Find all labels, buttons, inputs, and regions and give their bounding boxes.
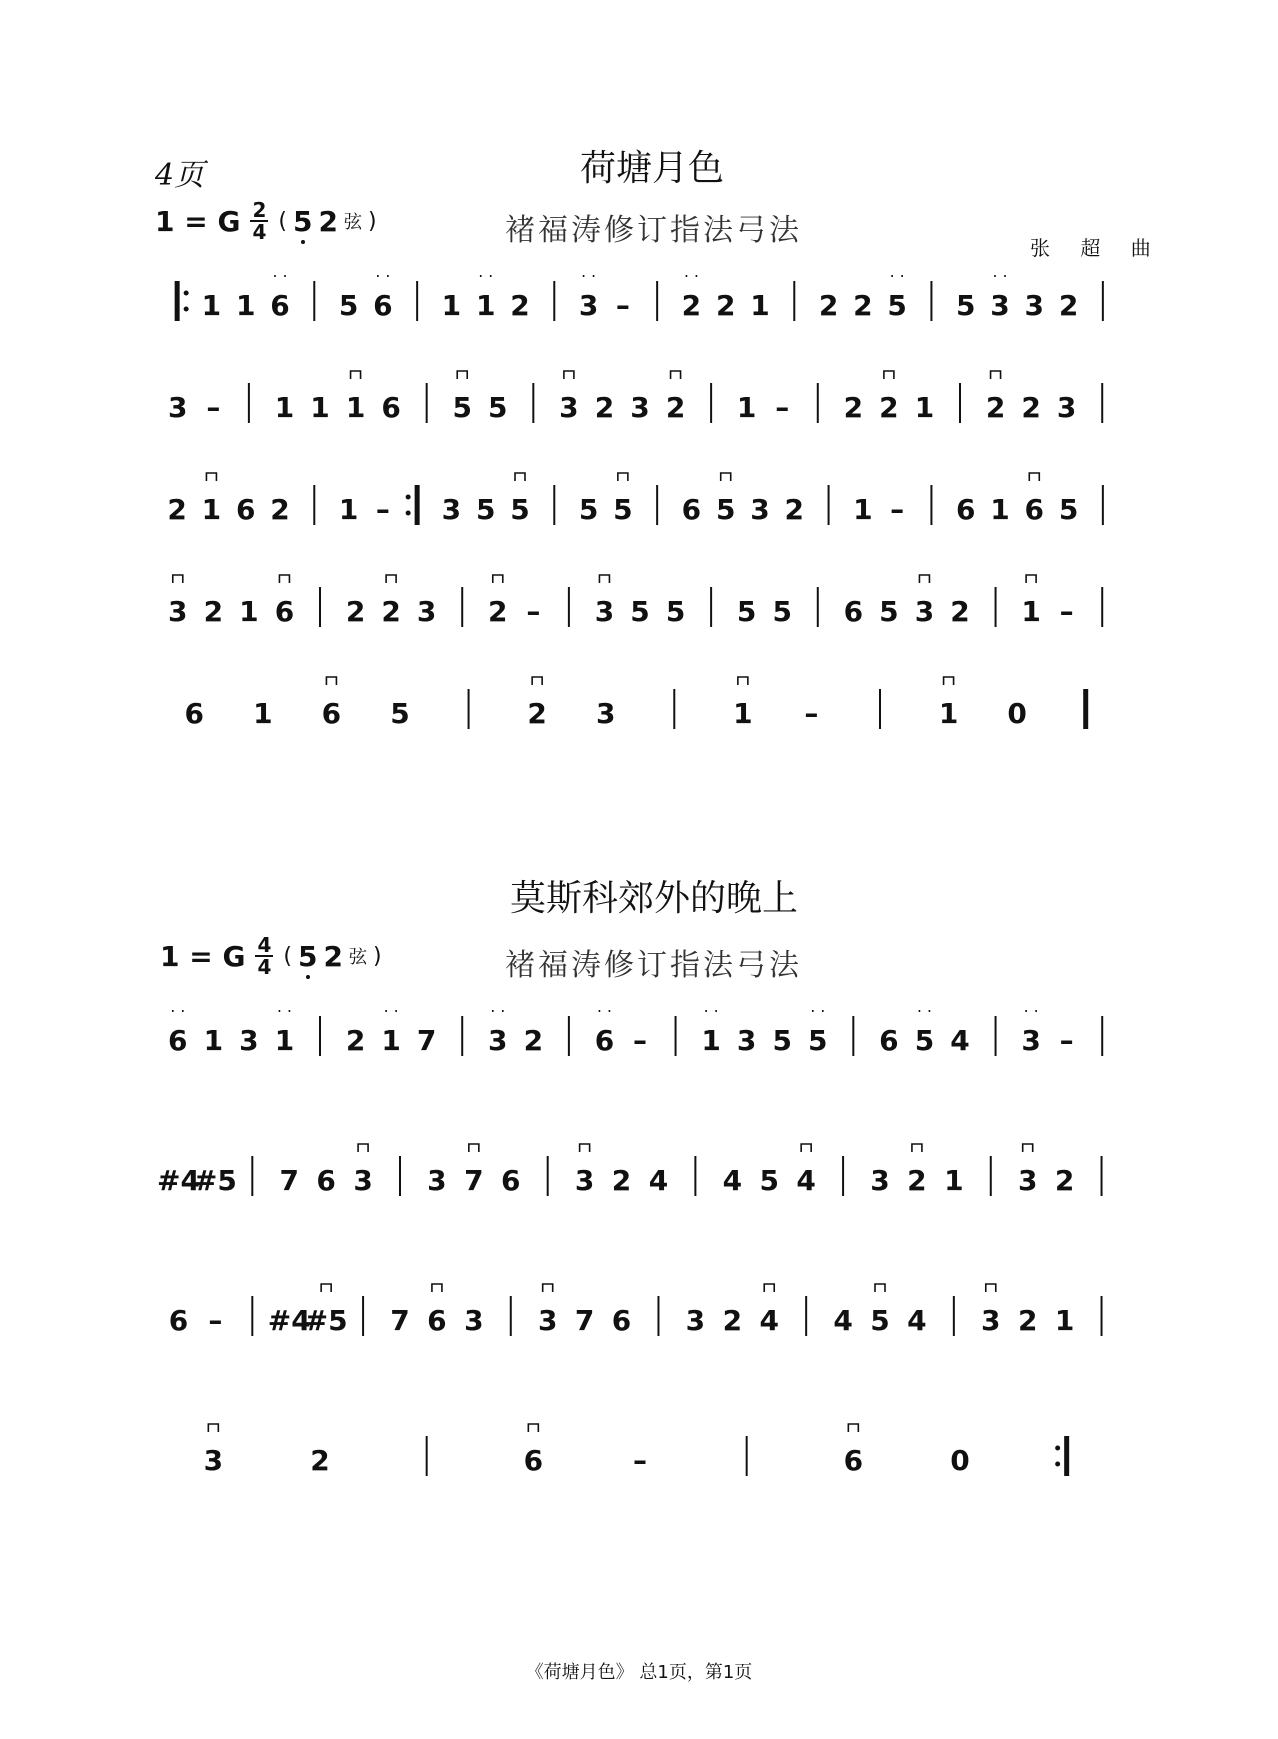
note: 3 — [736, 1024, 757, 1057]
bowing-mark — [706, 1010, 716, 1012]
repeat-dot — [406, 511, 411, 516]
note: #5 — [304, 1304, 348, 1337]
bowing-mark — [493, 575, 503, 583]
repeat-dot — [184, 307, 189, 312]
bowing-mark — [686, 275, 696, 277]
bowing-mark — [351, 371, 361, 379]
bowing-mark — [528, 1424, 538, 1432]
song1-key: 1 = G — [155, 204, 241, 238]
bowing-mark — [884, 371, 894, 379]
bowing-mark — [321, 1284, 331, 1292]
bowing-mark — [580, 1144, 590, 1152]
song2-time-signature: $\frac{4}{4}$ — [255, 935, 273, 977]
note: 3 — [1056, 391, 1077, 424]
bowing-mark — [378, 275, 388, 277]
note: 1 — [274, 391, 295, 424]
dash-note: – — [1059, 1024, 1074, 1057]
bowing-mark — [206, 473, 216, 481]
note: 6 — [879, 1024, 899, 1057]
bowing-mark — [532, 677, 542, 685]
note: 4 — [722, 1164, 743, 1197]
note: 2 — [985, 391, 1006, 424]
note: 1 — [201, 493, 222, 526]
bowing-mark — [1026, 1010, 1036, 1012]
bowing-mark — [173, 575, 183, 583]
note: 2 — [381, 595, 401, 628]
page-footer: 《荷塘月色》 总1页，第1页 — [525, 1662, 753, 1683]
note: 5 — [715, 493, 736, 526]
note: 6 — [381, 391, 401, 424]
song1-subtitle: 褚福涛修订指法弓法 — [505, 213, 802, 248]
bowing-mark — [991, 371, 1001, 379]
bowing-mark — [493, 1010, 503, 1012]
note: 3 — [981, 1304, 1001, 1337]
bowing-mark — [995, 275, 1005, 277]
note: 5 — [870, 1304, 890, 1337]
dash-note: – — [615, 289, 630, 322]
bowing-mark — [721, 473, 731, 481]
note: 2 — [203, 595, 224, 628]
song1-time-signature: $\frac{2}{4}$ — [250, 200, 268, 242]
note: 1 — [733, 697, 753, 730]
note: 5 — [510, 493, 530, 526]
note: 3 — [427, 1164, 447, 1197]
note: 3 — [870, 1164, 890, 1197]
note: 3 — [1017, 1164, 1038, 1197]
song2-key: 1 = G — [160, 939, 246, 973]
note: 5 — [772, 1024, 792, 1057]
note: 3 — [990, 289, 1010, 322]
note: 3 — [168, 391, 188, 424]
note: #4 — [156, 1164, 200, 1197]
bowing-mark — [564, 371, 574, 379]
note: 3 — [685, 1304, 706, 1337]
note: 6 — [594, 1024, 615, 1057]
bowing-mark — [919, 575, 929, 583]
note: 1 — [201, 289, 222, 322]
bowing-mark — [848, 1424, 858, 1432]
note: 2 — [611, 1164, 632, 1197]
note: 2 — [665, 391, 686, 424]
note: 3 — [914, 595, 935, 628]
note: 2 — [594, 391, 615, 424]
note: 7 — [279, 1164, 299, 1197]
note: 6 — [523, 1444, 544, 1477]
note: 2 — [523, 1024, 544, 1057]
bowing-mark — [457, 371, 467, 379]
bowing-mark — [801, 1144, 811, 1152]
note: 2 — [1054, 1164, 1075, 1197]
note: 6 — [274, 595, 295, 628]
song1-score-svg — [150, 275, 1130, 795]
note: 3 — [203, 1444, 224, 1477]
repeat-dot — [406, 495, 411, 500]
bowing-mark — [618, 473, 628, 481]
note: 5 — [390, 697, 410, 730]
note: 2 — [907, 1164, 927, 1197]
note: 6 — [270, 289, 290, 322]
dash-note: – — [526, 595, 541, 628]
note: 3 — [416, 595, 437, 628]
note: 6 — [235, 493, 256, 526]
bowing-mark — [599, 575, 609, 583]
note: 3 — [441, 493, 462, 526]
song2-score-svg — [150, 1010, 1130, 1570]
note: 6 — [321, 697, 342, 730]
note: 3 — [559, 391, 579, 424]
note: 4 — [950, 1024, 970, 1057]
song1-composer: 张 超 曲 — [1030, 236, 1163, 260]
note: 3 — [464, 1304, 484, 1337]
note: 5 — [452, 391, 472, 424]
note: #5 — [193, 1164, 237, 1197]
note: 1 — [736, 391, 757, 424]
repeat-dot — [1055, 1462, 1060, 1467]
note: 3 — [594, 595, 615, 628]
song2-subtitle: 褚福涛修订指法弓法 — [505, 948, 802, 983]
dash-note: – — [633, 1024, 647, 1057]
note: 2 — [1021, 391, 1041, 424]
bowing-mark — [469, 1144, 479, 1152]
note: 6 — [843, 1444, 864, 1477]
dash-note: – — [804, 697, 819, 730]
page-label: 4页 — [155, 158, 205, 193]
note: 2 — [488, 595, 508, 628]
note: 5 — [914, 1024, 935, 1057]
note: 1 — [253, 697, 273, 730]
note: 1 — [1021, 595, 1041, 628]
note: 1 — [345, 391, 366, 424]
note: 3 — [750, 493, 770, 526]
note: 6 — [681, 493, 702, 526]
bowing-mark — [764, 1284, 774, 1292]
note: 1 — [750, 289, 770, 322]
note: 1 — [274, 1024, 295, 1057]
note: 5 — [613, 493, 633, 526]
bowing-mark — [1029, 473, 1039, 481]
note: 7 — [464, 1164, 484, 1197]
note: 1 — [990, 493, 1010, 526]
bowing-mark — [599, 1010, 609, 1012]
note: 6 — [168, 1024, 188, 1057]
bowing-mark — [326, 677, 336, 685]
note: 3 — [574, 1164, 595, 1197]
note: 1 — [475, 289, 496, 322]
dash-note: – — [206, 391, 221, 424]
note: 2 — [784, 493, 805, 526]
note: 3 — [488, 1024, 508, 1057]
note: 7 — [390, 1304, 410, 1337]
note: 6 — [316, 1164, 336, 1197]
note: 5 — [879, 595, 899, 628]
note: 6 — [184, 697, 205, 730]
note: 5 — [736, 595, 757, 628]
note: #4 — [267, 1304, 311, 1337]
note: 2 — [722, 1304, 743, 1337]
note: 5 — [759, 1164, 779, 1197]
bowing-mark — [584, 275, 594, 277]
bowing-mark — [386, 1010, 396, 1012]
note: 1 — [381, 1024, 401, 1057]
note: 2 — [270, 493, 290, 526]
song1-title: 荷塘月色 — [580, 148, 725, 189]
bowing-mark — [275, 275, 285, 277]
note: 1 — [441, 289, 462, 322]
note: 3 — [595, 697, 616, 730]
note: 3 — [1021, 1024, 1041, 1057]
note: 2 — [527, 697, 547, 730]
bowing-mark — [173, 1010, 183, 1012]
note: 2 — [818, 289, 839, 322]
note: 5 — [488, 391, 508, 424]
bowing-mark — [986, 1284, 996, 1292]
note: 3 — [239, 1024, 259, 1057]
song2-key-signature: 1 = G $\frac{4}{4}$ ( 5 2 弦 ) — [160, 933, 382, 979]
note: 5 — [887, 289, 907, 322]
note: 3 — [537, 1304, 558, 1337]
bowing-mark — [515, 473, 525, 481]
note: 5 — [475, 493, 496, 526]
note: 5 — [630, 595, 650, 628]
bowing-mark — [671, 371, 681, 379]
note: 4 — [648, 1164, 669, 1197]
note: 6 — [168, 1304, 189, 1337]
dash-note: – — [890, 493, 905, 526]
bowing-mark — [481, 275, 491, 277]
note: 3 — [168, 595, 188, 628]
bowing-mark — [279, 1010, 289, 1012]
bowing-mark — [813, 1010, 823, 1012]
bowing-mark — [543, 1284, 553, 1292]
note: 1 — [1054, 1304, 1075, 1337]
dash-note: – — [1059, 595, 1074, 628]
dash-note: – — [633, 1444, 647, 1477]
note: 6 — [1024, 493, 1045, 526]
note: 3 — [578, 289, 599, 322]
bowing-mark — [1026, 575, 1036, 583]
note: 2 — [510, 289, 530, 322]
song1-score — [150, 275, 1130, 795]
bowing-mark — [432, 1284, 442, 1292]
note: 6 — [501, 1164, 521, 1197]
note: 4 — [907, 1304, 927, 1337]
note: 4 — [796, 1164, 816, 1197]
bowing-mark — [358, 1144, 368, 1152]
note: 2 — [681, 289, 702, 322]
note: 7 — [574, 1304, 595, 1337]
note: 5 — [338, 289, 359, 322]
bowing-mark — [208, 1424, 218, 1432]
note: 0 — [950, 1444, 970, 1477]
note: 7 — [416, 1024, 437, 1057]
note: 1 — [203, 1024, 224, 1057]
dash-note: – — [375, 493, 390, 526]
bowing-mark — [919, 1010, 929, 1012]
note: 2 — [879, 391, 899, 424]
note: 4 — [759, 1304, 779, 1337]
note: 6 — [955, 493, 976, 526]
note: 5 — [955, 289, 976, 322]
note: 1 — [938, 697, 959, 730]
bowing-mark — [944, 677, 954, 685]
bowing-mark — [875, 1284, 885, 1292]
bowing-mark — [279, 575, 289, 583]
repeat-dot — [1055, 1446, 1060, 1451]
note: 5 — [808, 1024, 828, 1057]
note: 1 — [944, 1164, 964, 1197]
bowing-mark — [1023, 1144, 1033, 1152]
note: 2 — [715, 289, 736, 322]
note: 1 — [239, 595, 259, 628]
repeat-dot — [184, 291, 189, 296]
note: 5 — [1058, 493, 1079, 526]
note: 1 — [310, 391, 330, 424]
note: 1 — [235, 289, 256, 322]
note: 2 — [1017, 1304, 1038, 1337]
note: 2 — [310, 1444, 330, 1477]
song1-key-signature: 1 = G $\frac{2}{4}$ ( 5 2 弦 ) — [155, 198, 377, 244]
song2-score — [150, 1010, 1130, 1570]
bowing-mark — [738, 677, 748, 685]
note: 3 — [353, 1164, 373, 1197]
note: 0 — [1007, 697, 1027, 730]
note: 6 — [427, 1304, 447, 1337]
note: 1 — [853, 493, 873, 526]
note: 6 — [373, 289, 393, 322]
note: 5 — [578, 493, 599, 526]
note: 6 — [611, 1304, 632, 1337]
note: 5 — [772, 595, 792, 628]
bowing-mark — [912, 1144, 922, 1152]
note: 6 — [843, 595, 864, 628]
note: 5 — [665, 595, 686, 628]
note: 2 — [345, 1024, 366, 1057]
note: 1 — [338, 493, 359, 526]
note: 2 — [345, 595, 366, 628]
note: 2 — [167, 493, 187, 526]
note: 2 — [853, 289, 873, 322]
bowing-mark — [386, 575, 396, 583]
song2-title: 莫斯科郊外的晚上 — [510, 878, 799, 919]
note: 2 — [843, 391, 864, 424]
note: 3 — [630, 391, 650, 424]
note: 1 — [914, 391, 935, 424]
dash-note: – — [775, 391, 790, 424]
note: 2 — [950, 595, 970, 628]
note: 1 — [701, 1024, 721, 1057]
note: 4 — [833, 1304, 853, 1337]
dash-note: – — [208, 1304, 223, 1337]
note: 3 — [1024, 289, 1045, 322]
bowing-mark — [892, 275, 902, 277]
note: 2 — [1058, 289, 1079, 322]
